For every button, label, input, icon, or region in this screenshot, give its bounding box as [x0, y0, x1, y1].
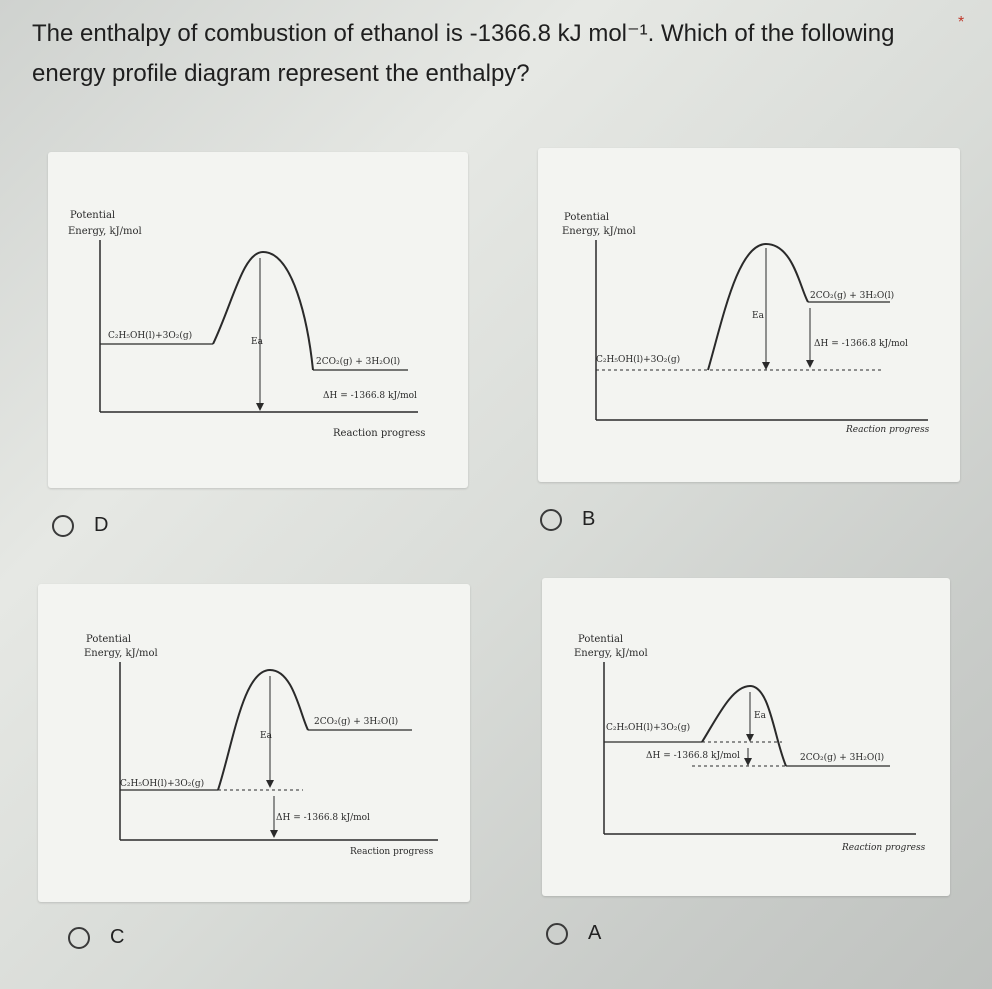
x-axis-label: Reaction progress: [350, 847, 434, 857]
products-label: 2CO₂(g) + 3H₂O(l): [316, 357, 401, 367]
y-axis-label-2: Energy, kJ/mol: [84, 648, 158, 659]
y-axis-label-2: Energy, kJ/mol: [562, 226, 636, 237]
reactants-label: C₂H₅OH(l)+3O₂(g): [606, 723, 691, 733]
reactants-label: C₂H₅OH(l)+3O₂(g): [120, 779, 205, 789]
radio-b[interactable]: [540, 509, 562, 531]
delta-h-label: ΔH = -1366.8 kJ/mol: [276, 813, 370, 823]
y-axis-label-2: Energy, kJ/mol: [574, 648, 648, 659]
required-marker: *: [958, 14, 965, 31]
reactants-label: C₂H₅OH(l)+3O₂(g): [108, 331, 193, 341]
delta-h-label: ΔH = -1366.8 kJ/mol: [646, 751, 740, 761]
activation-label: Ea: [752, 311, 764, 321]
radio-a[interactable]: [546, 923, 568, 945]
delta-h-label: ΔH = -1366.8 kJ/mol: [814, 339, 908, 349]
y-axis-label-1: Potential: [86, 634, 132, 645]
y-axis-label-1: Potential: [70, 210, 116, 221]
energy-profile-b: [538, 148, 960, 482]
diagram-b: [538, 148, 960, 482]
activation-label: Ea: [260, 731, 272, 741]
reactants-label: C₂H₅OH(l)+3O₂(g): [596, 355, 681, 365]
option-d-label: D: [94, 514, 109, 536]
energy-profile-d: [48, 152, 468, 488]
activation-label: Ea: [251, 337, 263, 347]
energy-profile-c: [38, 584, 470, 902]
option-a[interactable]: [546, 922, 601, 945]
option-b[interactable]: [540, 508, 595, 531]
option-d[interactable]: [52, 514, 108, 537]
products-label: 2CO₂(g) + 3H₂O(l): [314, 717, 399, 727]
y-axis-label-1: Potential: [578, 634, 624, 645]
option-a-label: A: [588, 922, 602, 944]
energy-profile-a: [542, 578, 950, 896]
products-label: 2CO₂(g) + 3H₂O(l): [800, 753, 885, 763]
option-c-label: C: [110, 926, 125, 948]
products-label: 2CO₂(g) + 3H₂O(l): [810, 291, 895, 301]
x-axis-label: Reaction progress: [846, 425, 930, 435]
delta-h-label: ΔH = -1366.8 kJ/mol: [323, 391, 417, 401]
y-axis-label-1: Potential: [564, 212, 610, 223]
x-axis-label: Reaction progress: [842, 843, 926, 853]
radio-c[interactable]: [68, 927, 90, 949]
diagram-a: [542, 578, 950, 896]
option-b-label: B: [582, 508, 596, 530]
activation-label: Ea: [754, 711, 766, 721]
radio-d[interactable]: [52, 515, 74, 537]
diagram-d: [48, 152, 468, 488]
x-axis-label: Reaction progress: [333, 428, 426, 439]
question-text: The enthalpy of combustion of ethanol is -1366.8 kJ mol⁻¹. Which of the following energy profile diagram represent the enthalpy?: [32, 20, 895, 87]
option-c[interactable]: [68, 926, 124, 949]
diagram-c: [38, 584, 470, 902]
y-axis-label-2: Energy, kJ/mol: [68, 226, 142, 237]
